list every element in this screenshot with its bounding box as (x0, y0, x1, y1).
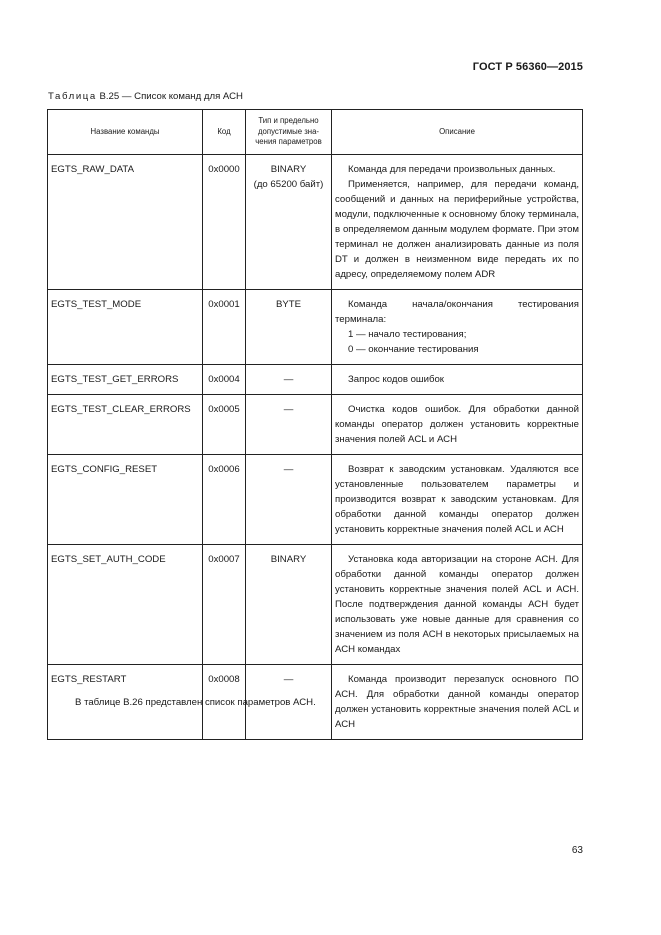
document-code: ГОСТ Р 56360—2015 (472, 61, 583, 73)
command-code: 0x0001 (203, 290, 246, 365)
command-description (332, 455, 583, 545)
table-row (48, 290, 583, 365)
command-description (332, 290, 583, 365)
command-code: 0x0005 (203, 395, 246, 455)
table-caption (48, 91, 243, 102)
command-type (246, 155, 332, 290)
commands-table (47, 109, 583, 740)
command-name: EGTS_RESTART (48, 665, 203, 740)
table-row (48, 155, 583, 290)
description-list-item: 0 — окончание тестирования (348, 344, 479, 355)
description-paragraph: Возврат к заводским установкам. Удаляются все установленные пользователем параметры и производится возврат к заводским установкам. Для обработки данной команды оператор должен установить корректные значения полей ACL и АСН (335, 464, 579, 535)
command-name: EGTS_TEST_GET_ERRORS (48, 365, 203, 395)
description-paragraph: Команда производит перезапуск основного ПО АСН. Для обработки данной команды оператор должен установить корректные значения полей ACL и АСН (335, 674, 579, 730)
command-code: 0x0004 (203, 365, 246, 395)
command-code: 0x0007 (203, 545, 246, 665)
table-header-row (48, 110, 583, 155)
table-row (48, 365, 583, 395)
command-name: EGTS_TEST_CLEAR_ERRORS (48, 395, 203, 455)
description-paragraph: Установка кода авторизации на стороне АСН. Для обработки данной команды оператор должен установить корректные значения полей ACL и АСН. После подтверждения данной команды АСН будет использовать уже новые данные для сравнения со значением из поля АСН в некоторых присылаемых на АСН командах (335, 554, 579, 655)
command-name: EGTS_SET_AUTH_CODE (48, 545, 203, 665)
command-description (332, 545, 583, 665)
command-code: 0x0000 (203, 155, 246, 290)
description-paragraph: Применяется, например, для передачи команд, сообщений и данных на периферийные устройства, модули, подключенные к основному блоку терминала, в определяемом данным модулем формате. При этом терминал не должен анализировать данные из поля DT и должен в неизменном виде передать их по адресу, определяемому полем ADR (335, 179, 579, 280)
note-text: В таблице В.26 представлен список параметров АСН. (75, 697, 316, 708)
table-caption-label: Таблица (48, 91, 97, 102)
description-paragraph: Запрос кодов ошибок (348, 374, 445, 385)
command-type: — (246, 395, 332, 455)
command-name: EGTS_CONFIG_RESET (48, 455, 203, 545)
command-name: EGTS_TEST_MODE (48, 290, 203, 365)
command-code: 0x0008 (203, 665, 246, 740)
command-name: EGTS_RAW_DATA (48, 155, 203, 290)
header-name: Название команды (48, 110, 203, 155)
command-type-limit: (до 65200 байт) (253, 179, 324, 190)
command-type: BYTE (246, 290, 332, 365)
table-row (48, 545, 583, 665)
table-row (48, 455, 583, 545)
header-code: Код (203, 110, 246, 155)
table-row (48, 395, 583, 455)
description-paragraph: Команда начала/окончания тестирования терминала: (335, 299, 579, 325)
command-type: — (246, 455, 332, 545)
command-description (332, 395, 583, 455)
command-description (332, 365, 583, 395)
description-list-item: 1 — начало тестирования; (348, 329, 467, 340)
description-paragraph: Очистка кодов ошибок. Для обработки данной команды оператор должен установить корректные значения полей ACL и АСН (335, 404, 579, 445)
header-type: Тип и предельно допустимые зна-чения параметров (246, 110, 332, 155)
header-desc: Описание (332, 110, 583, 155)
command-description (332, 665, 583, 740)
command-type: — (246, 365, 332, 395)
description-paragraph: Команда для передачи произвольных данных. (348, 164, 556, 175)
command-code: 0x0006 (203, 455, 246, 545)
command-type-value: BINARY (270, 164, 307, 175)
command-type: — (246, 665, 332, 740)
command-description (332, 155, 583, 290)
command-type: BINARY (246, 545, 332, 665)
table-caption-text: В.25 — Список команд для АСН (96, 91, 243, 102)
page-number: 63 (571, 845, 583, 856)
